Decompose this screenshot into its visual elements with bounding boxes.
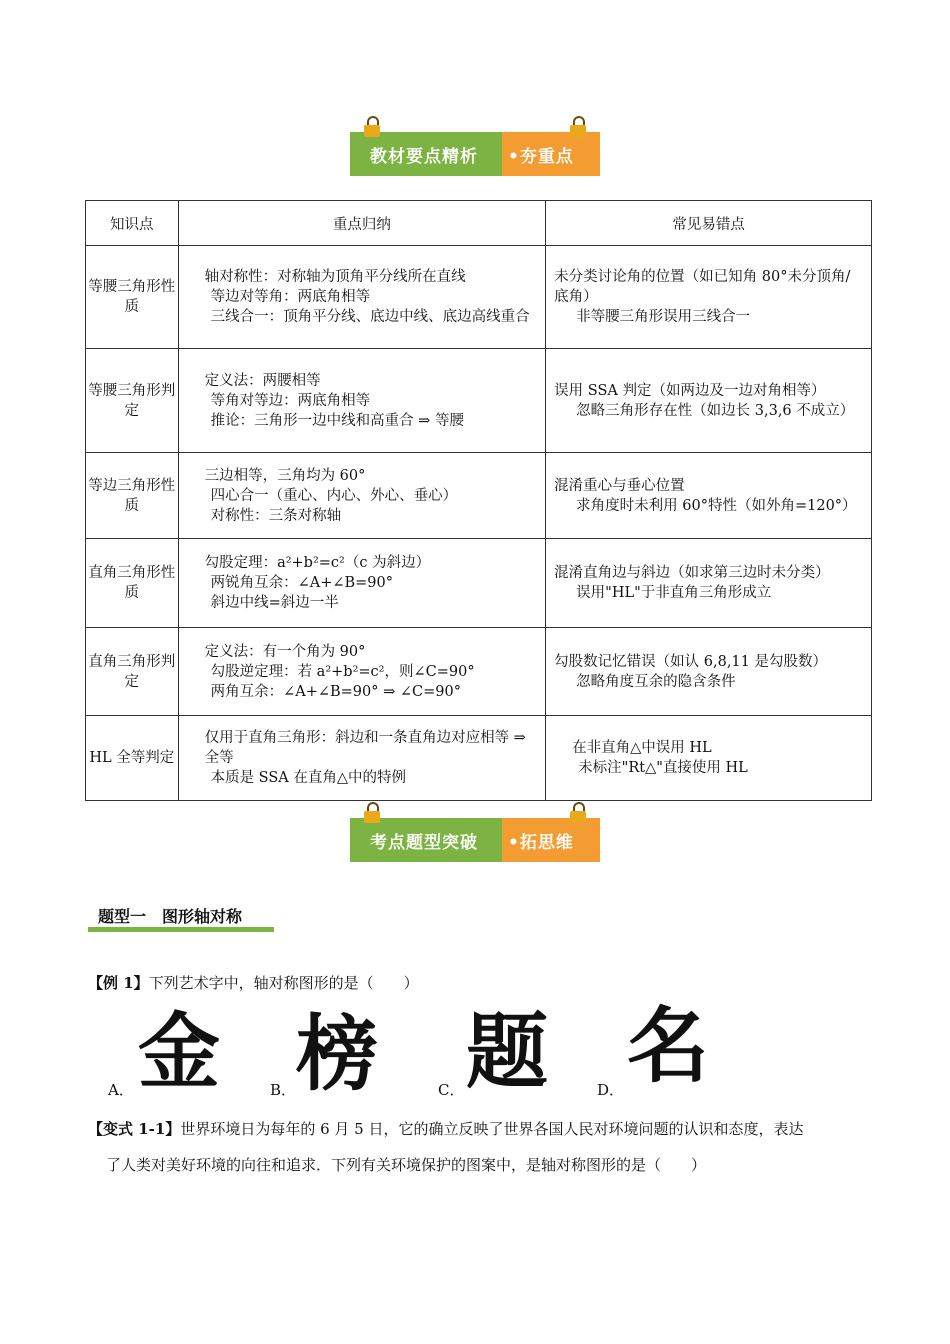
topic-cell: 等腰三角形判定: [86, 349, 179, 453]
points-cell: [178, 539, 546, 628]
section-banner-exam-types: [350, 818, 600, 862]
banner-subtitle: •夯重点: [508, 147, 574, 167]
example-text: 下列艺术字中，轴对称图形的是（ ）: [148, 974, 419, 992]
variant-text-1: 世界环境日为每年的 6 月 5 日，它的确立反映了世界各国人民对环境问题的认识和态度，表达: [180, 1120, 804, 1138]
option-letter: D．: [597, 1081, 625, 1099]
point-line: 等角对等边：两底角相等: [210, 392, 371, 409]
binder-clip-icon: [570, 802, 586, 824]
option-letter: B．: [270, 1081, 297, 1099]
binder-clip-icon: [364, 116, 380, 138]
binder-clip-icon: [364, 802, 380, 824]
topic-cell: 直角三角形性质: [86, 539, 179, 628]
example-question: [88, 968, 419, 998]
binder-clip-icon: [570, 116, 586, 138]
table-header-row: [86, 201, 872, 246]
banner-title: 考点题型突破: [370, 833, 478, 853]
error-line: 非等腰三角形误用三线合一: [576, 309, 751, 325]
option-c: [438, 1000, 568, 1100]
point-line: 斜边中线=斜边一半: [210, 595, 339, 611]
points-cell: [178, 628, 546, 716]
error-line: 混淆直角边与斜边（如求第三边时未分类）: [554, 565, 830, 581]
option-letter: C．: [438, 1081, 465, 1099]
points-cell: [178, 716, 546, 801]
table-row: [86, 349, 872, 453]
topic-cell: 直角三角形判定: [86, 628, 179, 716]
point-line: 推论：三角形一边中线和高重合 ⇒ 等腰: [210, 412, 464, 429]
error-line: 误用"HL"于非直角三角形成立: [576, 585, 772, 601]
option-art-character: 金: [138, 1005, 221, 1100]
points-cell: [178, 349, 546, 453]
table-row: [86, 628, 872, 716]
errors-cell: [546, 628, 872, 716]
option-b: [270, 1000, 400, 1100]
table-row: [86, 716, 872, 801]
option-art-character: 题: [466, 1005, 549, 1100]
knowledge-table: [85, 200, 872, 801]
point-line: 三边相等，三角均为 60°: [204, 467, 366, 484]
variant-question: [88, 1114, 878, 1180]
option-art-character: 名: [627, 999, 710, 1094]
error-line: 混淆重心与垂心位置: [554, 477, 685, 494]
variant-text-2: 了人类对美好环境的向往和追求．下列有关环境保护的图案中，是轴对称图形的是（ ）: [106, 1156, 707, 1174]
point-line: 对称性：三条对称轴: [210, 507, 342, 524]
errors-cell: [546, 539, 872, 628]
error-line: 在非直角△中误用 HL: [572, 740, 712, 756]
error-line: 忽略三角形存在性（如边长 3,3,6 不成立）: [576, 402, 855, 419]
errors-cell: [546, 453, 872, 539]
point-line: 定义法：两腰相等: [204, 372, 321, 389]
option-d: [597, 1000, 727, 1100]
error-line: 求角度时未利用 60°特性（如外角=120°）: [576, 497, 857, 514]
topic-cell: 等腰三角形性质: [86, 246, 179, 349]
variant-tag: 【变式 1-1】: [88, 1120, 181, 1138]
table-row: [86, 246, 872, 349]
topic-cell: HL 全等判定: [86, 716, 179, 801]
point-line: 等边对等角：两底角相等: [210, 289, 371, 305]
point-line: 轴对称性：对称轴为顶角平分线所在直线: [204, 269, 466, 285]
question-type-label: 题型一 图形轴对称: [98, 907, 243, 926]
point-line: 本质是 SSA 在直角△中的特例: [210, 770, 407, 786]
point-line: 勾股逆定理：若 a²+b²=c²，则∠C=90°: [210, 663, 475, 680]
point-line: 四心合一（重心、内心、外心、垂心）: [210, 487, 458, 504]
errors-cell: [546, 246, 872, 349]
column-header: 重点归纳: [178, 201, 546, 246]
option-letter: A．: [108, 1081, 134, 1099]
heading-underline: [88, 927, 274, 932]
point-line: 两角互余：∠A+∠B=90° ⇒ ∠C=90°: [210, 683, 461, 700]
error-line: 未标注"Rt△"直接使用 HL: [578, 760, 748, 776]
example-tag: 【例 1】: [88, 974, 149, 992]
table-row: [86, 453, 872, 539]
error-line: 未分类讨论角的位置（如已知角 80°未分顶角/底角）: [554, 269, 851, 305]
points-cell: [178, 246, 546, 349]
table-row: [86, 539, 872, 628]
banner-title: 教材要点精析: [370, 147, 478, 167]
points-cell: [178, 453, 546, 539]
option-a: [108, 1000, 238, 1100]
point-line: 勾股定理：a²+b²=c²（c 为斜边）: [204, 555, 431, 571]
errors-cell: [546, 349, 872, 453]
variant-line-1: [88, 1114, 878, 1144]
point-line: 定义法：有一个角为 90°: [204, 643, 366, 660]
question-type-heading: [88, 900, 274, 935]
point-line: 仅用于直角三角形：斜边和一条直角边对应相等 ⇒ 全等: [204, 730, 526, 766]
point-line: 三线合一：顶角平分线、底边中线、底边高线重合: [210, 309, 530, 325]
errors-cell: [546, 716, 872, 801]
option-art-character: 榜: [296, 1007, 379, 1102]
topic-cell: 等边三角形性质: [86, 453, 179, 539]
column-header: 常见易错点: [546, 201, 872, 246]
section-banner-key-points: [350, 132, 600, 176]
column-header: 知识点: [86, 201, 179, 246]
point-line: 两锐角互余：∠A+∠B=90°: [210, 575, 394, 591]
error-line: 勾股数记忆错误（如认 6,8,11 是勾股数）: [554, 653, 827, 670]
error-line: 忽略角度互余的隐含条件: [576, 673, 736, 690]
banner-subtitle: •拓思维: [508, 833, 574, 853]
error-line: 误用 SSA 判定（如两边及一边对角相等）: [554, 382, 826, 399]
